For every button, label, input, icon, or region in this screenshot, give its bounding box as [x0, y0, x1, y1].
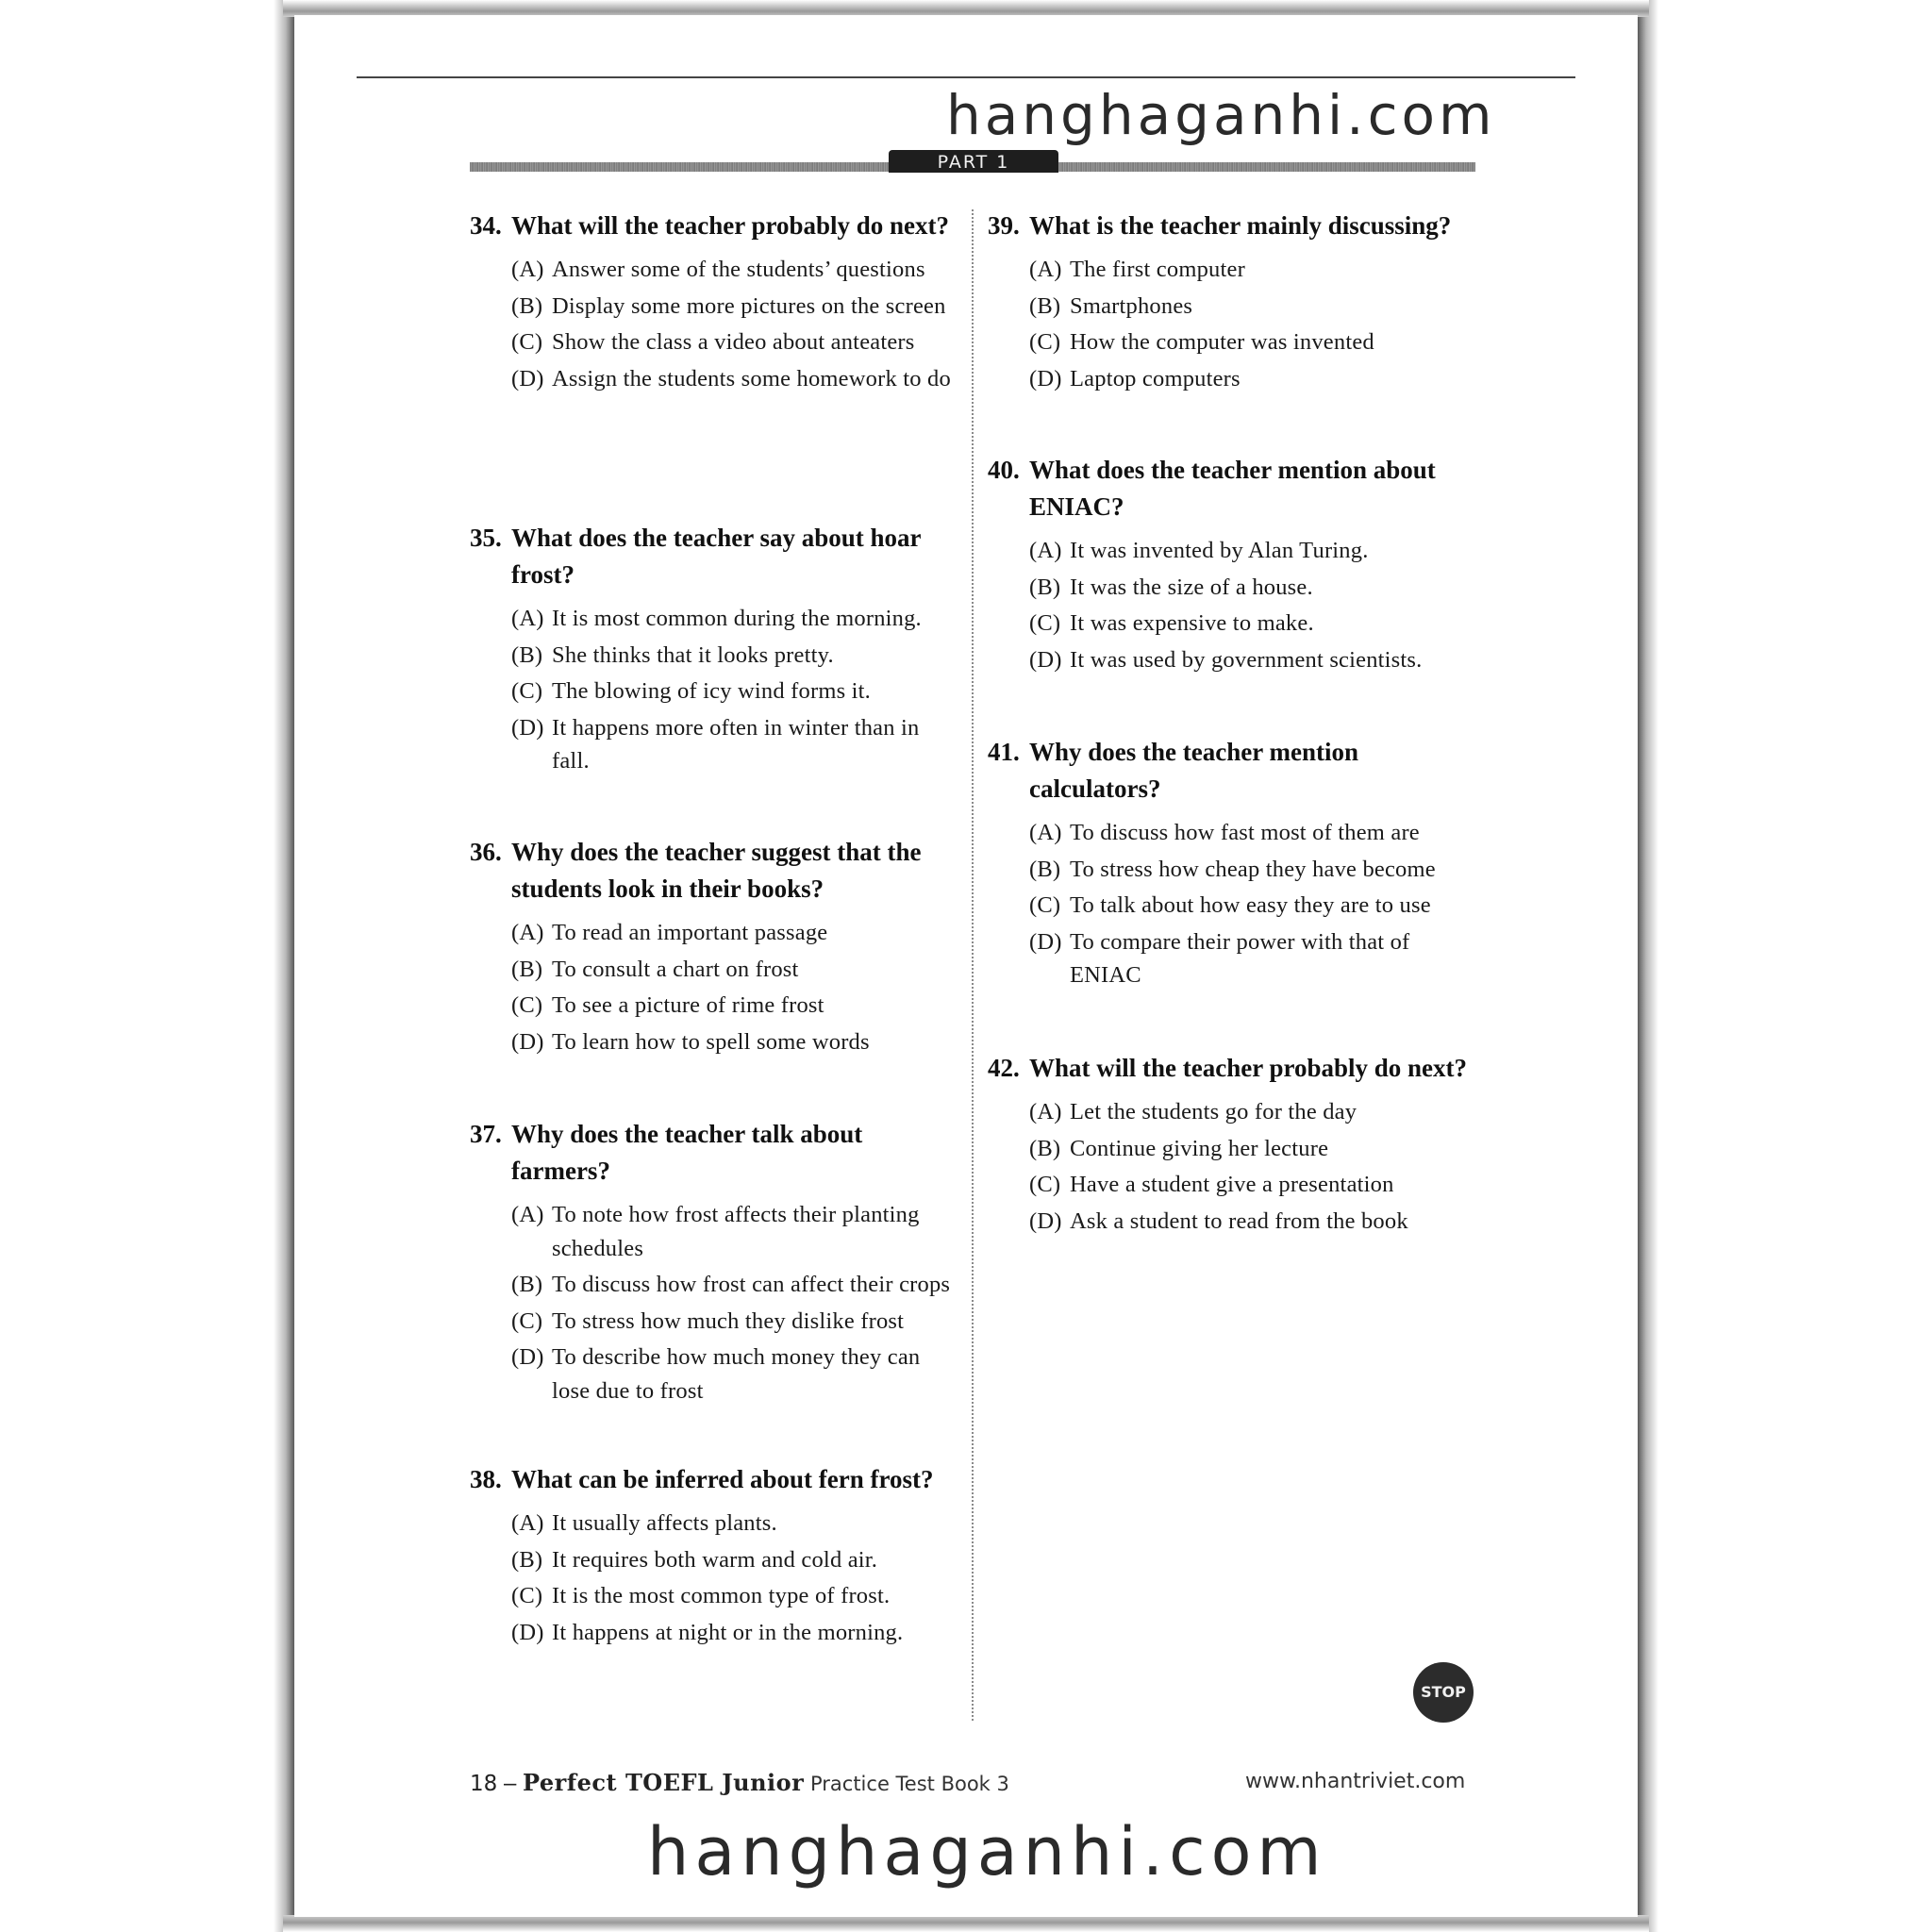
option-letter: (A): [511, 920, 544, 945]
option-letter: (A): [511, 1510, 544, 1536]
option-text: Ask a student to read from the book: [1070, 1208, 1408, 1234]
option-text: To note how frost affects their planting schedules: [552, 1202, 920, 1261]
answer-option: [511, 711, 960, 778]
option-letter: (C): [511, 1307, 543, 1334]
option-letter: (A): [511, 606, 544, 631]
option-letter: (D): [1029, 365, 1062, 391]
answer-option: [511, 1579, 960, 1613]
answer-option: [1029, 607, 1478, 641]
top-rule: [357, 76, 1575, 78]
answer-option: [1029, 534, 1478, 568]
option-letter: (A): [511, 1202, 544, 1227]
option-letter: (C): [1029, 610, 1061, 636]
option-text: Smartphones: [1070, 292, 1193, 319]
option-text: To read an important passage: [552, 920, 828, 945]
answer-option: [511, 916, 960, 950]
question-39: [988, 208, 1478, 398]
option-letter: (D): [511, 1028, 544, 1055]
answer-option: [511, 1025, 960, 1059]
option-text: Laptop computers: [1070, 365, 1241, 391]
option-text: To compare their power with that of ENIAC: [1070, 928, 1410, 988]
option-letter: (A): [1029, 538, 1062, 563]
question-text: What will the teacher probably do next?: [1029, 1054, 1468, 1082]
question-number: 38.: [470, 1465, 502, 1493]
answer-option: [511, 675, 960, 708]
option-letter: (B): [511, 1272, 543, 1297]
option-text: Show the class a video about anteaters: [552, 329, 915, 355]
option-letter: (B): [1029, 574, 1061, 600]
question-number: 42.: [988, 1054, 1020, 1082]
option-letter: (C): [511, 992, 543, 1018]
option-text: Answer some of the students’ questions: [552, 257, 925, 282]
option-letter: (D): [1029, 928, 1062, 955]
answer-option: [511, 1198, 960, 1265]
question-number: 34.: [470, 211, 502, 240]
answer-option: [511, 989, 960, 1023]
answer-option: [511, 602, 960, 636]
answer-option: [1029, 1168, 1478, 1202]
option-letter: (A): [1029, 257, 1062, 282]
question-text: What does the teacher say about hoar frost?: [511, 524, 922, 589]
answer-option: [1029, 253, 1478, 287]
question-text: What will the teacher probably do next?: [511, 211, 950, 240]
option-text: The first computer: [1070, 257, 1245, 282]
option-letter: (B): [511, 641, 543, 668]
option-letter: (C): [1029, 329, 1061, 355]
answer-option: [511, 1543, 960, 1577]
option-text: To describe how much money they can lose due to frost: [552, 1344, 921, 1404]
option-text: To learn how to spell some words: [552, 1028, 870, 1055]
page-number: 18: [470, 1772, 498, 1796]
answer-option: [1029, 1205, 1478, 1239]
option-text: To stress how cheap they have become: [1070, 856, 1436, 882]
option-text: Let the students go for the day: [1070, 1099, 1357, 1124]
option-text: To discuss how fast most of them are: [1070, 820, 1420, 845]
option-letter: (D): [1029, 1208, 1062, 1234]
option-text: To see a picture of rime frost: [552, 992, 824, 1018]
answer-option: [1029, 889, 1478, 923]
option-text: It happens at night or in the morning.: [552, 1619, 904, 1645]
option-text: It was invented by Alan Turing.: [1070, 538, 1369, 563]
part-label: PART 1: [889, 150, 1058, 173]
question-text: Why does the teacher suggest that the students look in their books?: [511, 838, 922, 903]
watermark-bottom: hanghaganhi.com: [647, 1813, 1327, 1890]
question-37: [470, 1116, 960, 1410]
answer-option: [511, 1268, 960, 1302]
question-text: What does the teacher mention about ENIAC?: [1029, 456, 1436, 521]
option-text: It usually affects plants.: [552, 1510, 777, 1536]
book-subtitle: Practice Test Book 3: [809, 1773, 1009, 1795]
question-38: [470, 1461, 960, 1652]
question-42: [988, 1050, 1478, 1241]
option-text: It was the size of a house.: [1070, 574, 1313, 600]
option-text: Display some more pictures on the screen: [552, 292, 946, 319]
option-letter: (B): [1029, 856, 1061, 882]
answer-option: [1029, 1132, 1478, 1166]
option-letter: (D): [511, 365, 544, 391]
option-text: To stress how much they dislike frost: [552, 1307, 905, 1334]
answer-option: [511, 953, 960, 987]
option-letter: (B): [1029, 1135, 1061, 1161]
option-letter: (D): [511, 1344, 544, 1370]
option-letter: (C): [511, 1583, 543, 1608]
option-letter: (A): [1029, 820, 1062, 845]
answer-option: [1029, 362, 1478, 396]
question-41: [988, 734, 1478, 995]
option-letter: (D): [511, 714, 544, 741]
option-letter: (B): [511, 1546, 543, 1573]
question-text: What can be inferred about fern frost?: [511, 1465, 934, 1493]
answer-option: [1029, 816, 1478, 850]
scan-shadow-left: [0, 0, 294, 1932]
question-number: 40.: [988, 456, 1020, 484]
scan-shadow-bottom: [283, 1915, 1649, 1932]
option-text: It is the most common type of frost.: [552, 1583, 891, 1608]
footer-separator: –: [503, 1771, 517, 1796]
answer-option: [511, 1616, 960, 1650]
option-text: It happens more often in winter than in fall.: [552, 714, 920, 774]
book-title: Perfect TOEFL Junior: [522, 1769, 805, 1796]
option-text: Assign the students some homework to do: [552, 365, 951, 391]
option-text: The blowing of icy wind forms it.: [552, 678, 871, 704]
option-text: Have a student give a presentation: [1070, 1172, 1394, 1197]
option-letter: (C): [1029, 892, 1061, 918]
question-40: [988, 452, 1478, 679]
answer-option: [1029, 290, 1478, 324]
answer-option: [511, 253, 960, 287]
question-number: 37.: [470, 1120, 502, 1148]
option-text: She thinks that it looks pretty.: [552, 641, 834, 668]
question-35: [470, 520, 960, 781]
answer-option: [511, 1305, 960, 1339]
option-text: It was expensive to make.: [1070, 610, 1314, 636]
option-letter: (C): [511, 678, 543, 704]
option-letter: (A): [511, 257, 544, 282]
option-letter: (A): [1029, 1099, 1062, 1124]
answer-option: [511, 325, 960, 359]
question-text: What is the teacher mainly discussing?: [1029, 211, 1452, 240]
answer-option: [1029, 571, 1478, 605]
answer-option: [1029, 1095, 1478, 1129]
answer-option: [511, 290, 960, 324]
option-text: It requires both warm and cold air.: [552, 1546, 878, 1573]
scan-shadow-right: [1638, 0, 1932, 1932]
answer-option: [1029, 643, 1478, 677]
question-number: 39.: [988, 211, 1020, 240]
stop-badge: STOP: [1413, 1662, 1474, 1723]
option-text: To discuss how frost can affect their crops: [552, 1272, 951, 1297]
answer-option: [511, 362, 960, 396]
option-letter: (B): [511, 292, 543, 319]
option-text: To consult a chart on frost: [552, 956, 799, 982]
question-number: 35.: [470, 524, 502, 552]
answer-option: [1029, 925, 1478, 992]
question-text: Why does the teacher talk about farmers?: [511, 1120, 863, 1185]
question-number: 36.: [470, 838, 502, 866]
option-letter: (C): [511, 329, 543, 355]
option-letter: (B): [511, 956, 543, 982]
answer-option: [1029, 325, 1478, 359]
option-text: To talk about how easy they are to use: [1070, 892, 1431, 918]
answer-option: [511, 639, 960, 673]
column-divider: [972, 209, 974, 1721]
option-letter: (D): [1029, 646, 1062, 673]
option-text: It was used by government scientists.: [1070, 646, 1423, 673]
watermark-top: hanghaganhi.com: [946, 83, 1496, 147]
answer-option: [1029, 853, 1478, 887]
option-letter: (C): [1029, 1172, 1061, 1197]
question-34: [470, 208, 960, 398]
option-text: How the computer was invented: [1070, 329, 1374, 355]
footer-book-info: [470, 1769, 1009, 1797]
option-text: Continue giving her lecture: [1070, 1135, 1329, 1161]
question-36: [470, 834, 960, 1061]
option-letter: (D): [511, 1619, 544, 1645]
option-letter: (B): [1029, 292, 1061, 319]
publisher-website: www.nhantriviet.com: [1245, 1770, 1466, 1793]
question-text: Why does the teacher mention calculators?: [1029, 738, 1358, 803]
answer-option: [511, 1341, 960, 1407]
question-number: 41.: [988, 738, 1020, 766]
option-text: It is most common during the morning.: [552, 606, 922, 631]
answer-option: [511, 1507, 960, 1541]
